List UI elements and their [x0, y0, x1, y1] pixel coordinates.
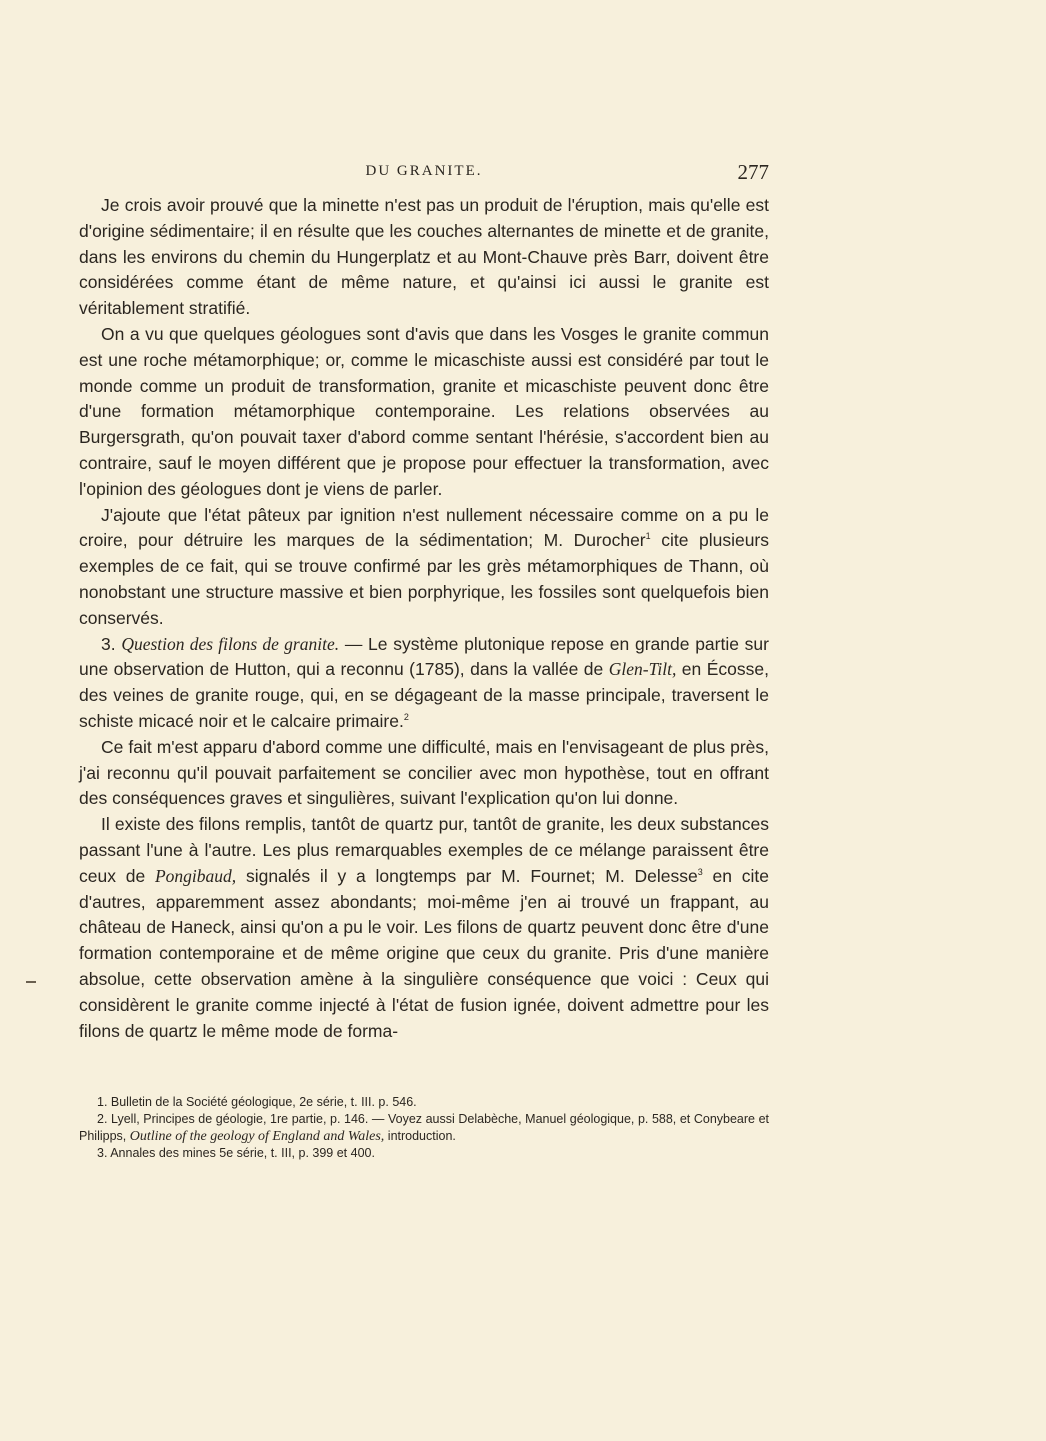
paragraph-text: signalés il y a longtemps par M. Fournet; M. Delesse — [236, 865, 698, 886]
paragraph-text: en cite d'autres, apparemment assez abondants; moi-même j'en ai trouvé un frappant, au château de Haneck, ainsi qu'on a pu le voir. Les filons de quartz peuvent donc être d'une formation contemporaine et de même origine que ceux du granite. Pris d'une manière absolue, cette observation amène à la singulière conséquence que voici : Ceux qui considèrent le granite comme injecté à l'état de fusion ignée, doivent admettre pour les filons de quartz le même mode de forma- — [79, 865, 769, 1041]
footnote-ref: 2 — [403, 711, 409, 722]
body-text — [79, 193, 769, 1044]
footnote-text: 2. Lyell, Principes de géologie, 1re partie, p. 146. — Voyez aussi Delabèche, Manuel géologique, p. 588, et Conybeare et Philipps, — [79, 1112, 769, 1143]
paragraph-text: cite plusieurs exemples de ce fait, qui se trouve confirmé par les grès métamorphiques de Thann, où nonobstant une structure massive et bien porphyrique, les fossiles sont quelquefois bien conservés. — [79, 530, 770, 628]
section-title: Question des filons de granite. — [121, 633, 340, 654]
section-number: 3. — [101, 633, 116, 654]
footnotes — [79, 1094, 769, 1162]
footnote — [79, 1111, 769, 1145]
place-name: Pongibaud, — [154, 865, 237, 886]
footnote-ref: 1 — [645, 531, 651, 542]
place-name: Glen-Tilt, — [608, 659, 677, 680]
paragraph — [79, 503, 769, 632]
paragraph: Ce fait m'est apparu d'abord comme une difficulté, mais en l'envisageant de plus près, j'ai reconnu qu'il pouvait parfaitement se concilier avec mon hypothèse, tout en offrant des conséquences graves et singulières, suivant l'explication qu'on lui donne. — [79, 736, 769, 809]
footnote: 1. Bulletin de la Société géologique, 2e série, t. III. p. 546. — [97, 1095, 417, 1109]
page-number: 277 — [737, 160, 769, 184]
paragraph-text: en Écosse, des veines de granite rouge, qui, en se dégageant de la masse principale, traversent le schiste micacé noir et le calcaire primaire. — [79, 659, 769, 731]
paragraph — [79, 812, 769, 1044]
paragraph: On a vu que quelques géologues sont d'avis que dans les Vosges le granite commun est une roche métamorphique; or, comme le micaschiste aussi est considéré par tout le monde comme un produit de transformation, granite et micaschiste peuvent donc être d'une formation métamorphique contemporaine. Les relations observées au Burgersgrath, qu'on pouvait taxer d'abord comme sentant l'hérésie, s'accordent bien au contraire, sauf le moyen différent que je propose pour effectuer la transformation, avec l'opinion des géologues dont je viens de parler. — [79, 323, 769, 499]
book-title: Outline of the geology of England and Wales, — [129, 1129, 385, 1144]
paragraph-text: — Le système plutonique repose en grande partie sur une observation de Hutton, qui a reconnu (1785), dans la vallée de — [79, 633, 769, 680]
footnote: 3. Annales des mines 5e série, t. III, p. 399 et 400. — [97, 1146, 375, 1160]
paragraph: Je crois avoir prouvé que la minette n'est pas un produit de l'éruption, mais qu'elle est d'origine sédimentaire; il en résulte que les couches alternantes de minette et de granite, dans les environs du chemin du Hungerplatz et au Mont-Chauve près Barr, doivent être considérées comme étant de même nature, et qu'ainsi ici aussi le granite est véritablement stratifié. — [79, 195, 769, 319]
paragraph-text: Il existe des filons remplis, tantôt de quartz pur, tantôt de granite, les deux substances passant l'une à l'autre. Les plus remarquables exemples de ce mélange paraissent être ceux de — [79, 814, 769, 886]
section-paragraph — [79, 632, 769, 735]
page-header — [79, 160, 769, 184]
paragraph-text: J'ajoute que l'état pâteux par ignition n'est nullement nécessaire comme on a pu le croire, pour détruire les marques de la sédimentation; M. Durocher — [79, 504, 769, 551]
margin-mark — [26, 981, 36, 983]
footnote-ref: 3 — [697, 866, 703, 877]
running-title: DU GRANITE. — [365, 163, 483, 179]
footnote-text: introduction. — [384, 1129, 456, 1143]
